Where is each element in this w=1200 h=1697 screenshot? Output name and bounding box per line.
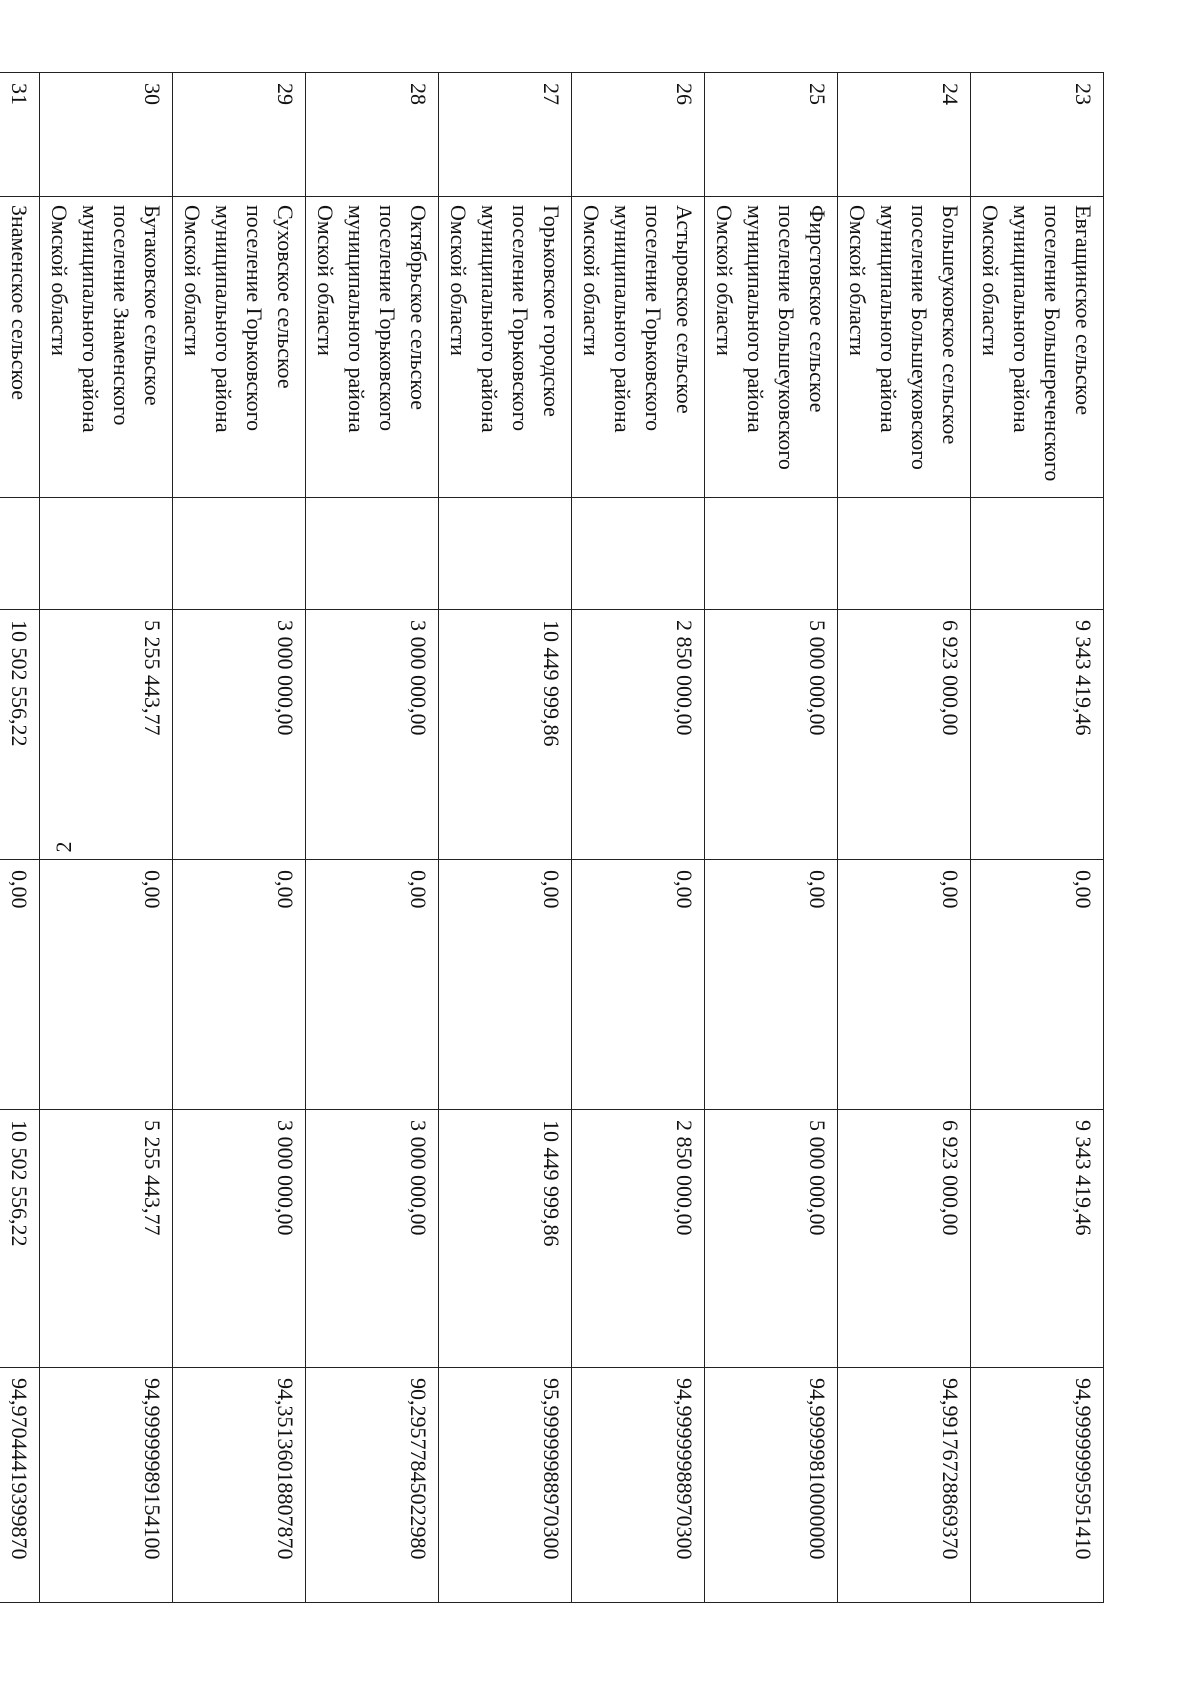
table-row	[971, 73, 1104, 1603]
empty-cell	[572, 498, 705, 610]
row-number: 31	[0, 73, 40, 197]
settlement-name: Астыровское сельское поселение Горьковского муниципального района Омской области	[572, 197, 705, 498]
amount-cell: 10 449 999,86	[439, 610, 572, 860]
zero-amount-cell: 0,00	[0, 860, 40, 1110]
amount-cell: 10 502 556,22	[0, 610, 40, 860]
row-number: 26	[572, 73, 705, 197]
amount-cell: 2 850 000,00	[572, 610, 705, 860]
zero-amount-cell: 0,00	[705, 860, 838, 1110]
amount-total-cell: 5 255 443,77	[40, 1110, 173, 1368]
zero-amount-cell: 0,00	[40, 860, 173, 1110]
percent-cell: 94,99999810000000	[705, 1368, 838, 1603]
table-row	[0, 73, 40, 1603]
amount-total-cell: 3 000 000,00	[173, 1110, 306, 1368]
empty-cell	[0, 498, 40, 610]
empty-cell	[439, 498, 572, 610]
settlement-name: Бутаковское сельское поселение Знаменского муниципального района Омской области	[40, 197, 173, 498]
data-table	[0, 72, 1104, 1603]
empty-cell	[306, 498, 439, 610]
settlement-name: Суховское сельское поселение Горьковского муниципального района Омской области	[173, 197, 306, 498]
zero-amount-cell: 0,00	[173, 860, 306, 1110]
percent-cell: 94,99999995951410	[971, 1368, 1104, 1603]
empty-cell	[838, 498, 971, 610]
percent-cell: 94,99999989154100	[40, 1368, 173, 1603]
row-number: 24	[838, 73, 971, 197]
row-number: 23	[971, 73, 1104, 197]
percent-cell: 94,99999988970300	[572, 1368, 705, 1603]
zero-amount-cell: 0,00	[971, 860, 1104, 1110]
amount-total-cell: 2 850 000,00	[572, 1110, 705, 1368]
zero-amount-cell: 0,00	[572, 860, 705, 1110]
table-row	[572, 73, 705, 1603]
amount-total-cell: 10 502 556,22	[0, 1110, 40, 1368]
amount-total-cell: 10 449 999,86	[439, 1110, 572, 1368]
amount-cell: 5 255 443,77	[40, 610, 173, 860]
amount-cell: 3 000 000,00	[173, 610, 306, 860]
table-row	[306, 73, 439, 1603]
rotated-table-container	[7, 72, 1104, 1602]
amount-cell: 5 000 000,00	[705, 610, 838, 860]
percent-cell: 95,99999988970300	[439, 1368, 572, 1603]
table-row	[838, 73, 971, 1603]
empty-cell	[971, 498, 1104, 610]
amount-total-cell: 6 923 000,00	[838, 1110, 971, 1368]
table-row	[40, 73, 173, 1603]
page-number: 2	[51, 841, 76, 853]
empty-cell	[40, 498, 173, 610]
row-number: 29	[173, 73, 306, 197]
table-row	[705, 73, 838, 1603]
percent-cell: 94,99176728869370	[838, 1368, 971, 1603]
amount-cell: 6 923 000,00	[838, 610, 971, 860]
percent-cell: 90,29577845022980	[306, 1368, 439, 1603]
percent-cell: 94,97044419399870	[0, 1368, 40, 1603]
zero-amount-cell: 0,00	[838, 860, 971, 1110]
amount-cell: 3 000 000,00	[306, 610, 439, 860]
settlement-name: Горьковское городское поселение Горьковского муниципального района Омской области	[439, 197, 572, 498]
empty-cell	[705, 498, 838, 610]
percent-cell: 94,35136018807870	[173, 1368, 306, 1603]
empty-cell	[173, 498, 306, 610]
row-number: 27	[439, 73, 572, 197]
settlement-name: Фирстовское сельское поселение Большеуковского муниципального района Омской области	[705, 197, 838, 498]
row-number: 30	[40, 73, 173, 197]
row-number: 28	[306, 73, 439, 197]
settlement-name: Октябрьское сельское поселение Горьковского муниципального района Омской области	[306, 197, 439, 498]
amount-total-cell: 3 000 000,00	[306, 1110, 439, 1368]
settlement-name: Знаменское сельское	[0, 197, 40, 498]
row-number: 25	[705, 73, 838, 197]
table-row	[439, 73, 572, 1603]
amount-total-cell: 9 343 419,46	[971, 1110, 1104, 1368]
zero-amount-cell: 0,00	[439, 860, 572, 1110]
amount-cell: 9 343 419,46	[971, 610, 1104, 860]
amount-total-cell: 5 000 000,00	[705, 1110, 838, 1368]
zero-amount-cell: 0,00	[306, 860, 439, 1110]
settlement-name: Большеуковское сельское поселение Большеуковского муниципального района Омской области	[838, 197, 971, 498]
table-row	[173, 73, 306, 1603]
settlement-name: Евгащинское сельское поселение Большереченского муниципального района Омской области	[971, 197, 1104, 498]
